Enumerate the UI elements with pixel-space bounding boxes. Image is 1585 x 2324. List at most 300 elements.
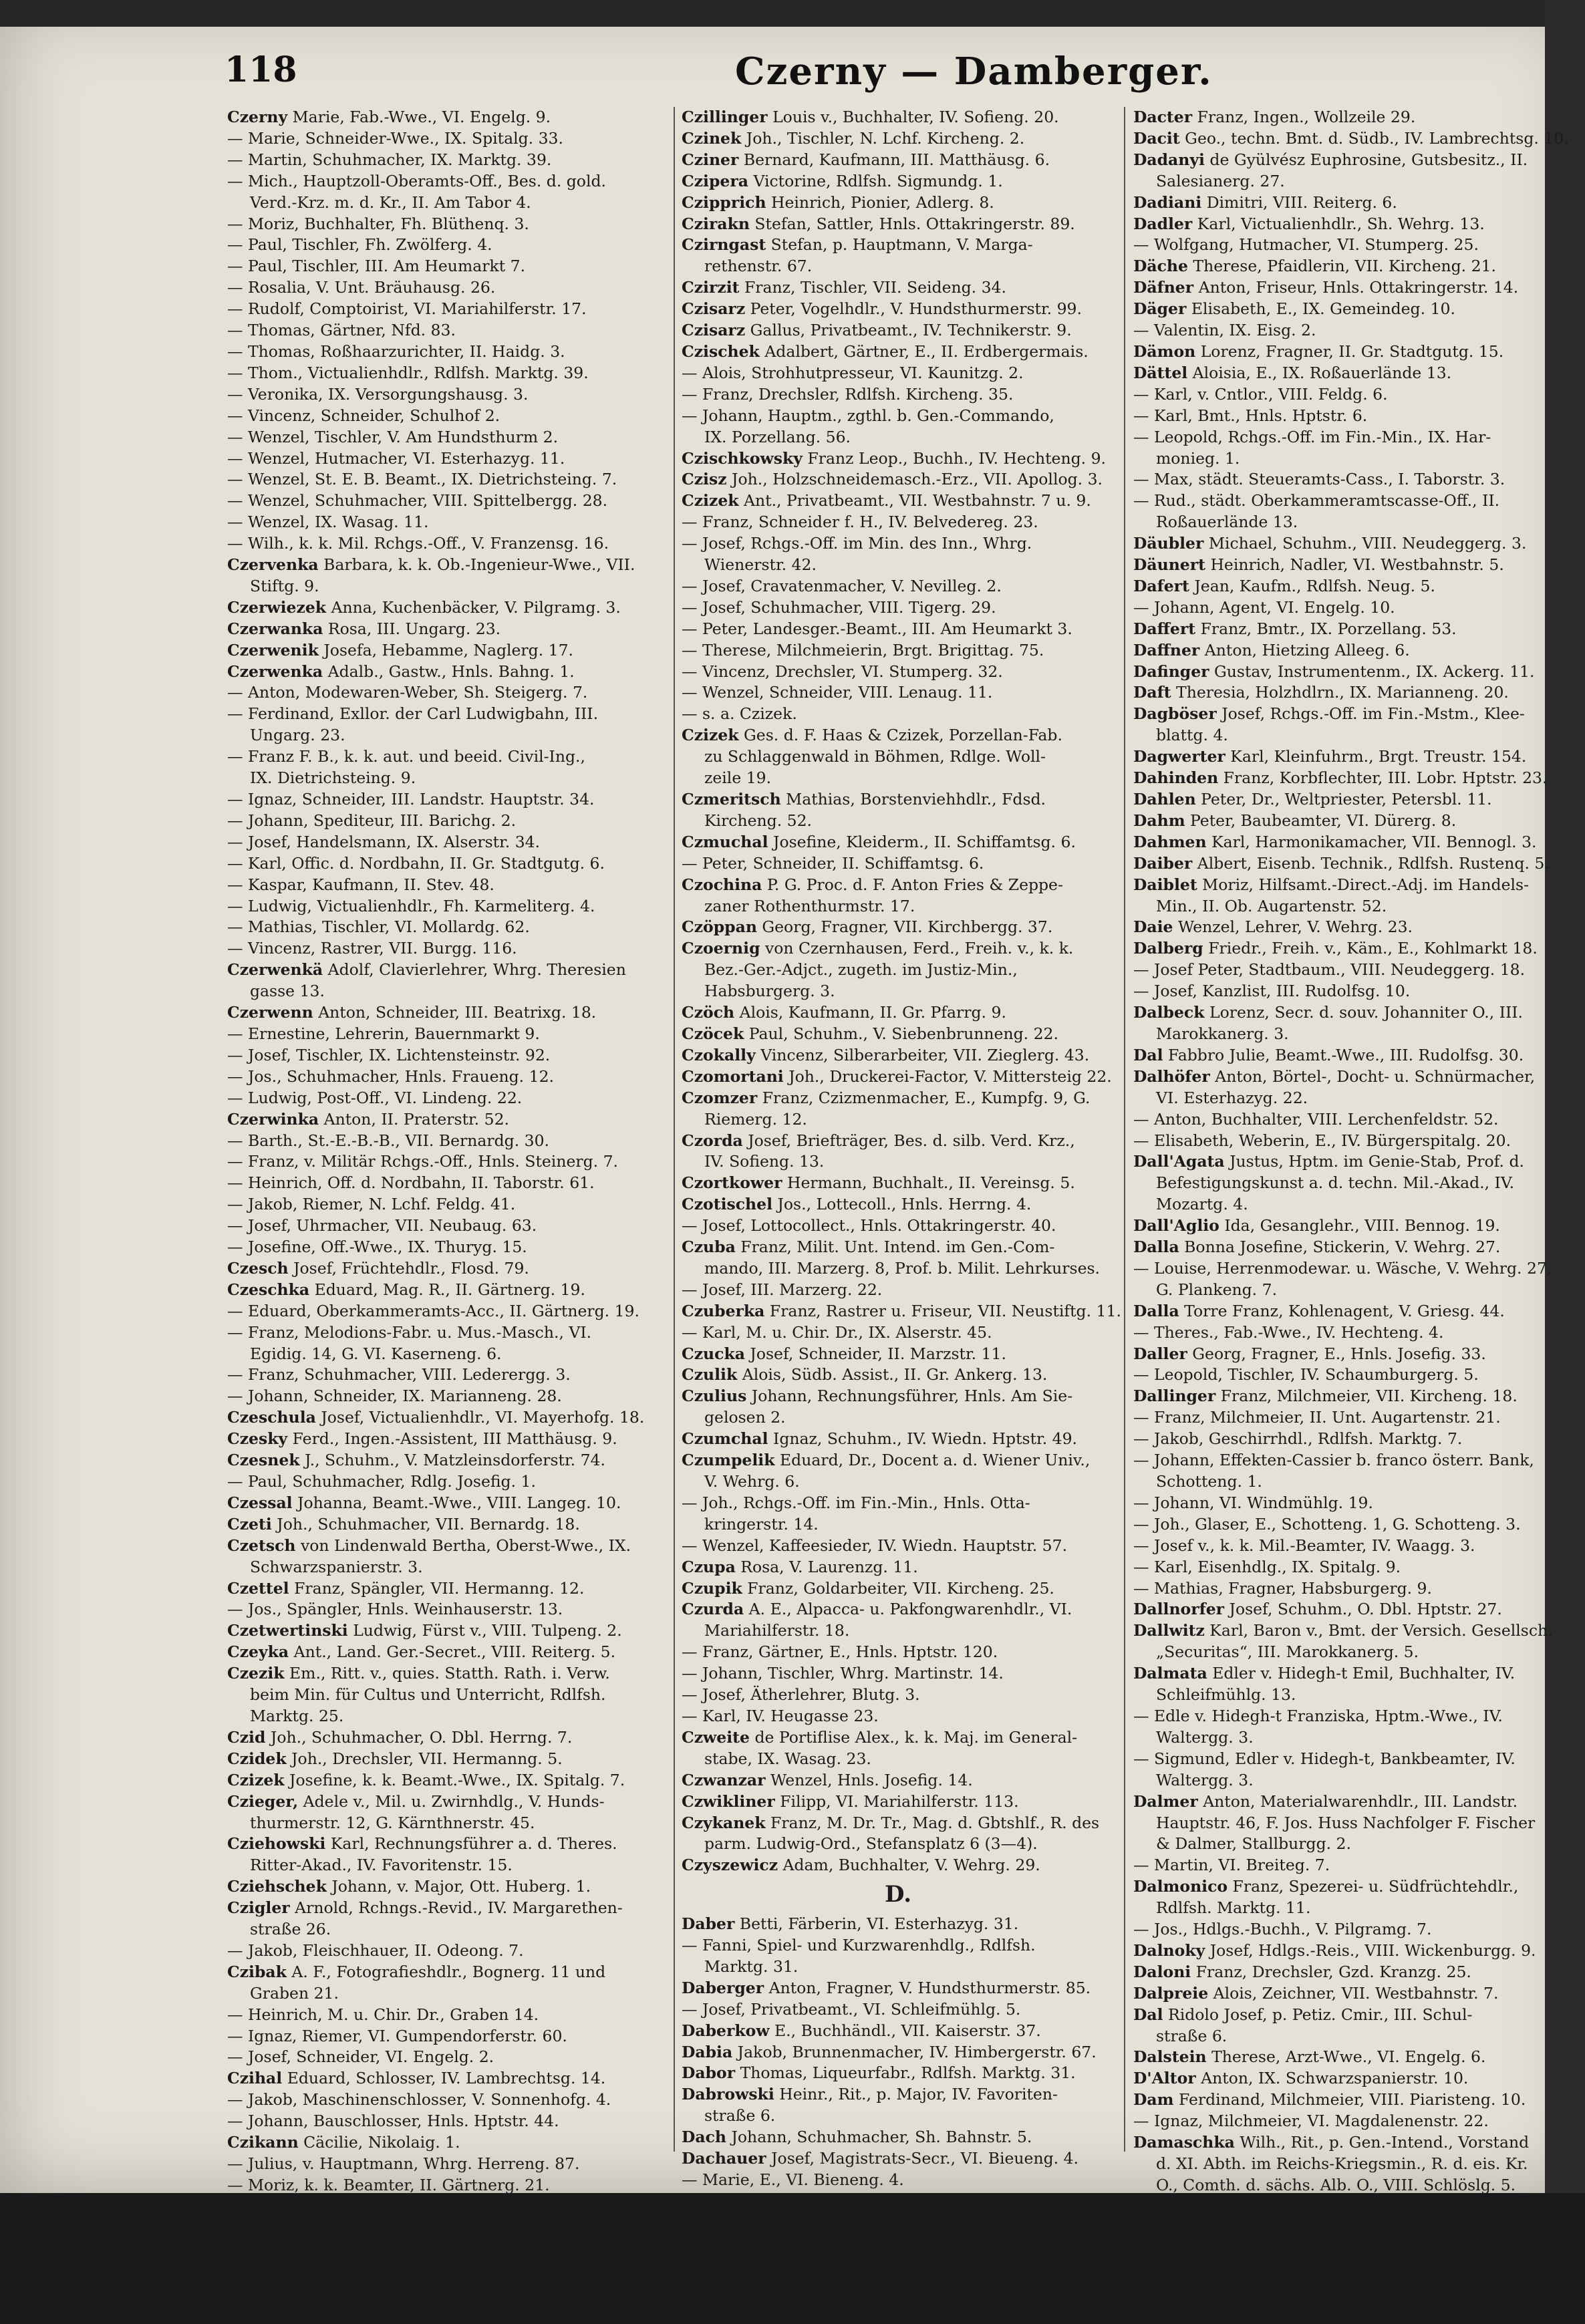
directory-entry: — Johann, Agent, VI. Engelg. 10. (1133, 597, 1395, 617)
directory-entry: Czischkowsky Franz Leop., Buchh., IV. Hechteng. 9. (682, 448, 1107, 468)
directory-entry: — Valentin, IX. Eisg. 2. (1133, 321, 1316, 340)
entry-continuation: des gold. Verd. Krz. m. d. Kr., Kärnthnerring 5. (704, 2277, 1078, 2296)
entry-surname: D'Altor (1133, 2069, 1196, 2088)
directory-entry: — Martin, VI. Breiteg. 7. (1133, 1856, 1330, 1875)
directory-entry: Dam Ferdinand, Milchmeier, VIII. Piaristeng. 10. (1133, 2090, 1526, 2110)
entry-continuation: blattg. 4. (1156, 726, 1228, 745)
entry-continuation: Schotteng. 1. (1156, 1472, 1262, 1491)
directory-entry: Czillich Frz., p. k. k. Cntlor., IV. Kettenbrückeng. 10. (227, 2303, 651, 2323)
entry-surname: Czesnek (227, 1451, 300, 1470)
entry-surname: Dadler (1133, 214, 1193, 233)
entry-surname: Czinek (682, 128, 742, 148)
directory-entry: Daie Wenzel, Lehrer, V. Wehrg. 23. (1133, 917, 1413, 937)
directory-entry: — Jos., Spängler, Hnls. Weinhauserstr. 13. (227, 1600, 563, 1619)
entry-continuation: Stiftg. 9. (250, 576, 319, 595)
entry-surname: Czerwinka (227, 1109, 319, 1129)
entry-continuation: Schwarzspanierstr. 3. (250, 1557, 423, 1576)
directory-entry: — Vincenz, Schneider, Schulhof 2. (227, 406, 500, 425)
directory-entry: — Wenzel, IX. Wasag. 11. (227, 513, 429, 532)
directory-entry: Daber Betti, Färberin, VI. Esterhazyg. 31. (682, 1914, 1019, 1934)
entry-surname: Dagwerter (1133, 747, 1226, 766)
entry-surname: Dättel (1133, 363, 1188, 382)
entry-surname: Czuba (682, 1238, 736, 1257)
entry-surname: Czibak (227, 1962, 287, 1981)
directory-entry: D'Altor Anton, IX. Schwarzspanierstr. 10. (1133, 2069, 1469, 2088)
entry-surname: Dacter (1133, 108, 1193, 126)
directory-entry: Daberger Anton, Fragner, V. Hundsthurmerstr. 85. (682, 1978, 1091, 1997)
entry-surname: Dalmata (1133, 1664, 1207, 1683)
entry-continuation: Habsburgerg. 3. (704, 982, 835, 1001)
directory-entry: — Thom., Victualienhdlr., Rdlfsh. Marktg. 39. (227, 363, 589, 382)
directory-entry: Czomortani Joh., Druckerei-Factor, V. Mittersteig 22. (682, 1066, 1112, 1086)
entry-continuation: gasse 14. (1156, 2239, 1231, 2259)
entry-surname: Dabrowski (682, 2085, 774, 2104)
directory-entry: Czizek Josefine, k. k. Beamt.-Wwe., IX. Spitalg. 7. (227, 1770, 625, 1789)
entry-surname: Dalmonico (1133, 1877, 1228, 1896)
entry-surname: Daller (1133, 1344, 1187, 1363)
directory-entry: Dachler Franziska, III. Apostelg. 25. (682, 2191, 977, 2210)
entry-continuation: Hauptstr. 46, F. Jos. Huss Nachfolger F. Fischer (1156, 1813, 1536, 1832)
directory-entry: — s. a. Czizek. (682, 704, 797, 724)
entry-continuation: gasse 13. (250, 982, 325, 1001)
entry-surname: Dafert (1133, 576, 1189, 595)
directory-entry: — Johann, Schneider, IX. Marianneng. 28. (227, 1387, 562, 1406)
directory-entry: Czöcek Paul, Schuhm., V. Siebenbrunneng. 22. (682, 1024, 1058, 1043)
directory-entry: — Ernestine, Lehrerin, Bauernmarkt 9. (227, 1024, 540, 1043)
entry-surname: Daffert (1133, 619, 1196, 638)
entry-surname: Dalnoky (1133, 1940, 1205, 1960)
entry-surname: Czirakn (682, 214, 750, 233)
directory-entry: Czizek Ant., Privatbeamt., VII. Westbahnstr. 7 u. 9. (682, 491, 1091, 511)
directory-entry: — Barth., St.-E.-B.-B., VII. Bernardg. 30. (227, 1131, 550, 1150)
entry-continuation: Rdlfsh. Marktg. 11. (1156, 1898, 1311, 1918)
directory-entry: Czisarz Peter, Vogelhdlr., V. Hundsthurmerstr. 99. (682, 299, 1082, 319)
directory-entry: Czerny Marie, Fab.-Wwe., VI. Engelg. 9. (227, 108, 551, 126)
directory-entry: Dafert Jean, Kaufm., Rdlfsh. Neug. 5. (1133, 576, 1435, 595)
directory-entry: — Franz, Gärtner, E., Hnls. Hptstr. 120. (682, 1642, 998, 1662)
entry-continuation: „Securitas“, III. Marokkanerg. 5. (1156, 1642, 1419, 1662)
directory-entry: Czykanek Franz, M. Dr. Tr., Mag. d. Gbtshlf., R. des (682, 1813, 1100, 1832)
directory-entry: — Alois, Strohhutpresseur, VI. Kaunitzg. 2. (682, 363, 1024, 382)
entry-surname: Czwanzar (682, 1770, 766, 1789)
directory-entry: Czihal Eduard, Schlosser, IV. Lambrechtsg. 14. (227, 2069, 606, 2088)
directory-entry: Dalla Torre Franz, Kohlenagent, V. Griesg. 44. (1133, 1301, 1505, 1320)
directory-entry: Dämon Lorenz, Fragner, II. Gr. Stadtgutg. 15. (1133, 341, 1504, 361)
directory-entry: — Moriz, k. k. Beamter, II. Gärtnerg. 21. (227, 2175, 550, 2194)
directory-entry: Daiber Albert, Eisenb. Technik., Rdlfsh. Rustenq. 5. (1133, 853, 1550, 873)
column-divider (1124, 107, 1125, 2152)
entry-surname: Dal (1133, 2005, 1163, 2024)
entry-surname: Czwikliner (682, 1791, 775, 1811)
directory-entry: Czirngast Stefan, p. Hauptmann, V. Marga- (682, 235, 1033, 255)
directory-entry: — Franz, Schuhmacher, VIII. Lederergg. 3. (227, 1365, 571, 1385)
entry-surname: Czomzer (682, 1088, 758, 1107)
column-2 (678, 107, 1121, 2296)
entry-surname: Czmuchal (682, 832, 768, 851)
directory-entry: Czulius Johann, Rechnungsführer, Hnls. Am Sie- (682, 1387, 1073, 1406)
directory-entry: — Martin, Schuhmacher, IX. Marktg. 39. (227, 150, 552, 169)
directory-entry: Czilchert Robert, Buchhalter, VII. Kaserneng. 14. (227, 2239, 627, 2259)
entry-surname: Daber (682, 1914, 735, 1934)
entry-continuation: Verd.-Krz. m. d. Kr., II. Am Tabor 4. (250, 192, 531, 212)
directory-entry: Dadanyi de Gyülvész Euphrosine, Gutsbesitz., II. (1133, 150, 1528, 169)
directory-entry: Damast Adolf, IX. Schlickg. 3. (1133, 2196, 1377, 2216)
directory-entry: Czorda Josef, Briefträger, Bes. d. silb. Verd. Krz., (682, 1131, 1075, 1150)
directory-entry: — Ignaz, Riemer, VI. Gumpendorferstr. 60. (227, 2026, 567, 2045)
directory-entry: Czisarz Gallus, Privatbeamt., IV. Technikerstr. 9. (682, 321, 1072, 340)
directory-entry: — Josef, Schuhmacher, VIII. Tigerg. 29. (682, 597, 996, 617)
entry-surname: Däunert (1133, 555, 1205, 575)
entry-surname: Czipera (682, 171, 748, 190)
directory-entry: — Josef, Privatbeamt., VI. Schleifmühlg. 5. (682, 1999, 1021, 2019)
directory-entry: — Paul, Tischler, III. Am Heumarkt 7. (227, 257, 526, 276)
directory-entry: Dalhöfer Anton, Börtel-, Docht- u. Schnürmacher, (1133, 1066, 1536, 1086)
entry-surname: Czochina (682, 875, 762, 894)
directory-entry: — Josef v., k. k. Mil.-Beamter, IV. Waagg. 3. (1133, 1536, 1475, 1555)
directory-entry: Dafinger Gustav, Instrumentenm., IX. Ackerg. 11. (1133, 662, 1535, 681)
directory-entry: Czizek Ges. d. F. Haas & Czizek, Porzellan-Fab. (682, 726, 1062, 745)
directory-entry: — Moriz, Buchhalter, Fh. Blüthenq. 3. (227, 214, 529, 233)
directory-entry: Däunert Heinrich, Nadler, VI. Westbahnstr. 5. (1133, 555, 1504, 575)
entry-surname: Czigler (227, 1898, 290, 1918)
directory-entry: — Anton, Modewaren-Weber, Sh. Steigerg. 7. (227, 683, 588, 702)
directory-entry: — Vincenz, Drechsler, VI. Stumperg. 32. (682, 662, 1003, 681)
directory-entry: — Wenzel, Hutmacher, VI. Esterhazyg. 11. (227, 448, 565, 468)
entry-continuation: thurmerstr. 12, G. Kärnthnerstr. 45. (250, 1813, 535, 1832)
directory-entry: Czid Joh., Schuhmacher, O. Dbl. Herrng. 7. (227, 1727, 573, 1747)
directory-entry: Dadler Karl, Victualienhdlr., Sh. Wehrg. 13. (1133, 214, 1485, 233)
directory-entry: — Josef, Tonkünstler, Prof. am Conservator., Bes. (682, 2255, 1071, 2275)
directory-entry: Dahlen Peter, Dr., Weltpriester, Petersbl. 11. (1133, 790, 1492, 809)
directory-entry: — Fanni, Spiel- und Kurzwarenhdlg., Rdlfsh. (682, 1936, 1036, 1955)
directory-entry: Daffner Anton, Hietzing Alleeg. 6. (1133, 640, 1410, 660)
directory-entry: — Thomas, Roßhaarzurichter, II. Haidg. 3. (227, 341, 565, 361)
directory-entry: Czweite de Portiflise Alex., k. k. Maj. im General- (682, 1727, 1078, 1747)
directory-entry: Czischek Adalbert, Gärtner, E., II. Erdbergermais. (682, 341, 1089, 361)
entry-continuation: Roßauerlände 13. (1156, 513, 1298, 532)
directory-entry: — Josef, Cravatenmacher, V. Nevilleg. 2. (682, 576, 1002, 595)
directory-entry: — Mich., Hauptzoll-Oberamts-Off., Bes. d. gold. (227, 171, 606, 190)
directory-entry: Dalberg Friedr., Freih. v., Käm., E., Kohlmarkt 18. (1133, 939, 1538, 958)
directory-entry: Czesch Josef, Früchtehdlr., Flosd. 79. (227, 1258, 529, 1278)
directory-entry: Daffert Franz, Bmtr., IX. Porzellang. 53. (1133, 619, 1457, 638)
directory-entry: — Johann, Effekten-Cassier b. franco österr. Bank, (1133, 1451, 1534, 1470)
entry-surname: Damast (1133, 2196, 1200, 2216)
entry-surname: Czerwiezek (227, 597, 327, 617)
directory-entry: Damaschka Wilh., Rit., p. Gen.-Intend., Vorstand (1133, 2133, 1530, 2152)
entry-surname: Dahm (1133, 811, 1185, 830)
entry-surname: Czirzit (682, 278, 740, 297)
entry-surname: Czortkower (682, 1173, 782, 1193)
directory-entry: Cziehschek Johann, v. Major, Ott. Huberg. 1. (227, 1877, 591, 1896)
running-title: Czerny — Damberger. (735, 49, 1213, 94)
directory-entry: Dalla Bonna Josefine, Stickerin, V. Wehrg. 27. (1133, 1238, 1501, 1257)
entry-surname: Czokally (682, 1045, 756, 1064)
directory-entry: — Wilh., k. k. Mil. Rchgs.-Off., V. Franzensg. 16. (227, 534, 609, 553)
directory-entry: — Franz, Melodions-Fabr. u. Mus.-Masch., VI. (227, 1322, 592, 1342)
entry-continuation: zeile 19. (704, 768, 772, 788)
directory-entry: Czuberka Franz, Rastrer u. Friseur, VII. Neustiftg. 11. (682, 1301, 1121, 1320)
directory-entry: Dallinger Franz, Milchmeier, VII. Kircheng. 18. (1133, 1387, 1518, 1406)
entry-surname: Dallnorfer (1133, 1600, 1225, 1619)
directory-entry: Dalbeck Lorenz, Secr. d. souv. Johanniter O., III. (1133, 1003, 1524, 1022)
entry-surname: Däger (1133, 299, 1187, 319)
entry-continuation: Waltergg. 3. (1156, 1770, 1254, 1789)
directory-entry: — Ignaz, Milchmeier, VI. Magdalenenstr. 22. (1133, 2112, 1489, 2131)
directory-entry: Czinek Joh., Tischler, N. Lchf. Kircheng. 2. (682, 128, 1025, 148)
entry-surname: Czmeritsch (682, 790, 781, 809)
directory-entry: — Josef, Rchgs.-Off. im Min. des Inn., Whrg. (682, 534, 1032, 553)
entry-surname: Dalmer (1133, 1791, 1198, 1811)
entry-surname: Czid (227, 1727, 266, 1747)
directory-entry: — Josef, V. Franzensg. 9. (1133, 2261, 1330, 2280)
directory-entry: Czieger, Adele v., Mil. u. Zwirnhdlg., V. Hunds- (227, 1791, 605, 1811)
directory-entry: — Karl, Eisenhdlg., IX. Spitalg. 9. (1133, 1557, 1401, 1576)
directory-entry: Czöppan Georg, Fragner, VII. Kirchbergg. 37. (682, 917, 1053, 937)
entry-continuation: Waltergg. 3. (1156, 1727, 1254, 1747)
directory-entry: Czucka Josef, Schneider, II. Marzstr. 11. (682, 1344, 1006, 1363)
entry-surname: Czupa (682, 1557, 736, 1576)
entry-surname: Cziehowski (227, 1834, 326, 1854)
directory-entry: Dacter Franz, Ingen., Wollzeile 29. (1133, 108, 1416, 126)
entry-surname: Czweite (682, 1727, 750, 1747)
entry-surname: Czerwanka (227, 619, 323, 638)
directory-entry: — Wolfgang, Hutmacher, VI. Stumperg. 25. (1133, 235, 1479, 255)
directory-entry: Dall'Agata Justus, Hptm. im Genie-Stab, Prof. d. (1133, 1152, 1524, 1171)
entry-surname: Czipprich (682, 192, 766, 212)
entry-surname: Czerwenkä (227, 960, 323, 980)
entry-surname: Dämon (1133, 341, 1196, 361)
directory-entry: Daft Theresia, Holzhdlrn., IX. Marianneng. 20. (1133, 683, 1509, 702)
entry-continuation: Befestigungskunst a. d. techn. Mil.-Akad., IV. (1156, 1173, 1515, 1193)
directory-entry: Dahinden Franz, Korbflechter, III. Lobr. Hptstr. 23. (1133, 768, 1548, 788)
directory-entry: — Johann, Hauptm., zgthl. b. Gen.-Commando, (682, 406, 1054, 425)
entry-continuation: V. Wehrg. 6. (704, 1472, 800, 1491)
entry-surname: Czillich (227, 2303, 294, 2323)
directory-entry: Dachauer Josef, Magistrats-Secr., VI. Bieueng. 4. (682, 2149, 1078, 2168)
entry-surname: Däche (1133, 257, 1188, 276)
directory-entry: — Johann, Tischler, Whrg. Martinstr. 14. (682, 1664, 1004, 1683)
directory-entry: Czetsch von Lindenwald Bertha, Oberst-Wwe., IX. (227, 1536, 631, 1555)
entry-continuation: Salesianerg. 27. (1156, 171, 1285, 190)
directory-entry: Dalmonico Franz, Spezerei- u. Südfrüchtehdlr., (1133, 1877, 1519, 1896)
directory-entry: — Josef, III. Marzerg. 22. (682, 1280, 883, 1299)
entry-surname: Dach (682, 2128, 727, 2147)
directory-entry: Dachs Anna, Carton-Arb., IX. Harmonieg. 2. (682, 2234, 1037, 2253)
entry-surname: Dalhöfer (1133, 1066, 1210, 1086)
entry-surname: Czöppan (682, 917, 757, 937)
directory-entry: Dadiani Dimitri, VIII. Reiterg. 6. (1133, 192, 1397, 212)
directory-entry: Dallwitz Karl, Baron v., Bmt. der Versich. Gesellsch. (1133, 1621, 1553, 1640)
directory-entry: — Karl, M. u. Chir. Dr., IX. Alserstr. 45. (682, 1322, 992, 1342)
entry-continuation: Egidig. 14, G. VI. Kaserneng. 6. (250, 1344, 502, 1363)
entry-surname: Czöch (682, 1003, 735, 1022)
entry-surname: Daffner (1133, 640, 1200, 660)
entry-surname: Dalla (1133, 1301, 1179, 1320)
entry-surname: Dalpreie (1133, 1983, 1209, 2003)
directory-entry: Cziner Bernard, Kaufmann, III. Matthäusg. 6. (682, 150, 1050, 169)
entry-continuation: parm. Ludwig-Ord., Stefansplatz 6 (3—4). (704, 1834, 1038, 1854)
directory-entry: — Joh., Glaser, E., Schotteng. 1, G. Schotteng. 3. (1133, 1514, 1521, 1534)
directory-entry: Dacit Geo., techn. Bmt. d. Südb., IV. Lambrechtsg. 10. (1133, 128, 1569, 148)
directory-entry: — Jos., Schuhmacher, Hnls. Fraueng. 12. (227, 1066, 554, 1086)
column-3 (1129, 107, 1569, 2323)
directory-entry: Däger Elisabeth, E., IX. Gemeindeg. 10. (1133, 299, 1455, 319)
entry-surname: Czorda (682, 1131, 743, 1150)
directory-entry: Czerwenka Adalb., Gastw., Hnls. Bahng. 1. (227, 662, 575, 681)
entry-surname: Daberger (682, 1978, 764, 1997)
entry-surname: Dacit (1133, 128, 1180, 148)
directory-entry: Czeschula Josef, Victualienhdlr., VI. Mayerhofg. 18. (227, 1408, 645, 1427)
directory-entry: Daller Georg, Fragner, E., Hnls. Josefig. 33. (1133, 1344, 1486, 1363)
directory-entry: — Jakob, Riemer, N. Lchf. Feldg. 41. (227, 1195, 516, 1214)
entry-surname: Dam (1133, 2090, 1174, 2110)
directory-entry: Dal Ridolo Josef, p. Petiz. Cmir., III. Schul- (1133, 2005, 1473, 2024)
entry-surname: Czulius (682, 1387, 747, 1406)
directory-entry: Czisz Joh., Holzschneidemasch.-Erz., VII. Apollog. 3. (682, 470, 1103, 489)
entry-surname: Dahmen (1133, 832, 1207, 851)
directory-entry: — Jakob, Fleischhauer, II. Odeong. 7. (227, 1940, 524, 1960)
directory-entry: — Anton, Buchhalter, VIII. Lerchenfeldstr. 52. (1133, 1109, 1499, 1129)
entry-surname: Czizek (682, 726, 739, 745)
directory-entry: — Julius, v. Hauptmann, Whrg. Herreng. 87. (227, 2154, 580, 2173)
entry-continuation: Kircheng. 52. (704, 811, 813, 830)
directory-entry: Dabor Thomas, Liqueurfabr., Rdlfsh. Marktg. 31. (682, 2063, 1076, 2083)
directory-entry: — Marie, Schneider-Wwe., IX. Spitalg. 33. (227, 128, 563, 148)
directory-entry: Czesnek J., Schuhm., V. Matzleinsdorferstr. 74. (227, 1451, 605, 1470)
directory-entry: Czortkower Hermann, Buchhalt., II. Vereinsg. 5. (682, 1173, 1075, 1193)
directory-entry: — Sigmund, Edler v. Hidegh-t, Bankbeamter, IV. (1133, 1749, 1516, 1768)
directory-entry: Czmeritsch Mathias, Borstenviehhdlr., Fdsd. (682, 790, 1046, 809)
entry-surname: Dallwitz (1133, 1621, 1205, 1640)
entry-surname: Däfner (1133, 278, 1194, 297)
entry-surname: Damaschka (1133, 2133, 1235, 2152)
directory-entry: Czigler Arnold, Rchngs.-Revid., IV. Margarethen- (227, 1898, 623, 1918)
directory-entry: — Jos., Hdlgs.-Buchh., V. Pilgramg. 7. (1133, 1920, 1432, 1939)
directory-entry: — Heinrich, M. u. Chir. Dr., Graben 14. (227, 2005, 539, 2024)
directory-entry: Czerwenn Anton, Schneider, III. Beatrixg. 18. (227, 1003, 597, 1022)
entry-continuation: Mariahilferstr. 18. (704, 1621, 850, 1640)
directory-entry: — Eduard, Oberkammeramts-Acc., II. Gärtnerg. 19. (227, 1301, 639, 1320)
entry-surname: Dahlen (1133, 790, 1196, 809)
directory-entry: — Franz F. B., k. k. aut. und beeid. Civil-Ing., (227, 747, 585, 766)
directory-entry: — Max, städt. Steueramts-Cass., I. Taborstr. 3. (1133, 470, 1505, 489)
directory-entry: Dahmen Karl, Harmonikamacher, VII. Bennogl. 3. (1133, 832, 1537, 851)
entry-continuation: monieg. 1. (1156, 448, 1240, 468)
directory-entry: — Mathias, Fragner, Habsburgerg. 9. (1133, 1578, 1432, 1598)
directory-entry: — Ludwig, Post-Off., VI. Lindeng. 22. (227, 1088, 523, 1107)
directory-entry: Daloni Franz, Drechsler, Gzd. Kranzg. 25. (1133, 1962, 1471, 1981)
entry-surname: Czisarz (682, 299, 746, 319)
directory-entry: — Jakob, Maschinenschlosser, V. Sonnenhofg. 4. (227, 2090, 611, 2110)
entry-surname: Czetsch (227, 1536, 296, 1555)
directory-entry: Damberger, Georg, Gürtler, VII. Kaiserstr. 41. (1133, 2303, 1507, 2323)
directory-entry: Czuba Franz, Milit. Unt. Intend. im Gen.-Com- (682, 1238, 1055, 1257)
entry-surname: Czeyka (227, 1642, 289, 1662)
directory-entry: — Karl, Bmt., Hnls. Hptstr. 6. (1133, 406, 1368, 425)
directory-entry: Czirakn Stefan, Sattler, Hnls. Ottakringerstr. 89. (682, 214, 1075, 233)
directory-entry: Czwanzar Wenzel, Hnls. Josefig. 14. (682, 1770, 973, 1789)
directory-entry: — Jakob, Geschirrhdl., Rdlfsh. Marktg. 7. (1133, 1429, 1463, 1449)
entry-surname: Dalstein (1133, 2047, 1207, 2067)
directory-entry: — Josef, Ätherlehrer, Blutg. 3. (682, 1685, 920, 1705)
entry-surname: Czischek (682, 341, 760, 361)
directory-entry: Czillinger Louis v., Buchhalter, IV. Sofieng. 20. (682, 108, 1059, 126)
directory-entry: Dalmata Edler v. Hidegh-t Emil, Buchhalter, IV. (1133, 1664, 1516, 1683)
directory-entry: — Leopold, Tischler, IV. Schaumburgerg. 5. (1133, 1365, 1479, 1385)
directory-entry: Dallnorfer Josef, Schuhm., O. Dbl. Hptstr. 27. (1133, 1600, 1502, 1619)
directory-entry: Czibak A. F., Fotografieshdlr., Bognerg. 11 und (227, 1962, 606, 1981)
directory-entry: — Wenzel, Schneider, VIII. Lenaug. 11. (682, 683, 993, 702)
directory-entry: — Franz, Schneider f. H., IV. Belvedereg. 23. (682, 513, 1038, 532)
entry-surname: Czulik (682, 1365, 738, 1385)
directory-entry: Czokally Vincenz, Silberarbeiter, VII. Zieglerg. 43. (682, 1045, 1090, 1064)
directory-entry: Czurda A. E., Alpacca- u. Pakfongwarenhdlr., VI. (682, 1600, 1072, 1619)
directory-entry: Czeyka Ant., Land. Ger.-Secret., VIII. Reiterg. 5. (227, 1642, 616, 1662)
directory-entry: Dagböser Josef, Rchgs.-Off. im Fin.-Mstm., Klee- (1133, 704, 1525, 724)
directory-entry: — Georg, IV. Rainerg. 6. (682, 2212, 875, 2232)
entry-continuation: zaner Rothenthurmstr. 17. (704, 896, 915, 915)
directory-entry: — Thomas, Gärtner, Nfd. 83. (227, 321, 456, 340)
directory-entry: — Wenzel, Tischler, V. Am Hundsthurm 2. (227, 427, 559, 446)
page-number: 118 (225, 49, 297, 90)
entry-surname: Czeschka (227, 1280, 310, 1299)
entry-continuation: straße 6. (1156, 2026, 1228, 2045)
entry-surname: Czupik (682, 1578, 742, 1598)
directory-entry: Dambauer Jakob, II. Ob. Donaustr. 95. (1133, 2282, 1447, 2301)
directory-entry: — Rud., städt. Oberkammeramtscasse-Off., II. (1133, 491, 1500, 511)
entry-continuation: kringerstr. 14. (704, 1514, 819, 1534)
directory-entry: — Theodor, k. k. Rchgs.-Off., II. Marzerg. 11. (227, 2196, 585, 2216)
entry-surname: Czesky (227, 1429, 288, 1449)
entry-surname: Czyszewicz (682, 1856, 778, 1875)
entry-continuation: Min., II. Ob. Augartenstr. 52. (1156, 896, 1387, 915)
directory-entry: Dabia Jakob, Brunnenmacher, IV. Himbergerstr. 67. (682, 2042, 1097, 2061)
entry-continuation: rethenstr. 67. (704, 257, 813, 276)
directory-entry: Dättel Aloisia, E., IX. Roßauerlände 13. (1133, 363, 1452, 382)
directory-entry: — Wenzel, Kaffeesieder, IV. Wiedn. Hauptstr. 57. (682, 1536, 1068, 1555)
entry-surname: Cziehschek (227, 1877, 327, 1896)
entry-surname: Dahinden (1133, 768, 1219, 788)
entry-surname: Czeti (227, 1514, 272, 1534)
directory-entry: Dalstein Therese, Arzt-Wwe., VI. Engelg. 6. (1133, 2047, 1486, 2067)
entry-continuation: stabe, IX. Wasag. 23. (704, 1749, 871, 1768)
entry-surname: Daiber (1133, 853, 1193, 873)
entry-surname: Dafinger (1133, 662, 1209, 681)
directory-entry: Czumpelik Eduard, Dr., Docent a. d. Wiener Univ., (682, 1451, 1091, 1470)
directory-entry: — Karl, v. Cntlor., VIII. Feldg. 6. (1133, 384, 1388, 404)
directory-entry: Czezik Em., Ritt. v., quies. Statth. Rath. i. Verw. (227, 1664, 610, 1683)
directory-entry: — Josef, Schneider, VI. Engelg. 2. (227, 2047, 494, 2067)
directory-entry: — Elisabeth, Weberin, E., IV. Bürgerspitalg. 20. (1133, 1131, 1511, 1150)
entry-continuation: G. Plankeng. 7. (1156, 1280, 1278, 1299)
directory-entry: Czyszewicz Adam, Buchhalter, V. Wehrg. 29. (682, 1856, 1040, 1875)
directory-entry: Czerwiezek Anna, Kuchenbäcker, V. Pilgramg. 3. (227, 597, 621, 617)
directory-entry: Czupa Rosa, V. Laurenzg. 11. (682, 1557, 918, 1576)
entry-continuation: VI. Esterhazyg. 22. (1156, 1088, 1308, 1107)
entry-surname: Czerwenn (227, 1003, 313, 1022)
directory-entry: Dagwerter Karl, Kleinfuhrm., Brgt. Treustr. 154. (1133, 747, 1527, 766)
directory-entry: — Kaspar, Kaufmann, II. Stev. 48. (227, 875, 494, 894)
entry-continuation: straße 26. (250, 1920, 331, 1939)
directory-entry: Czerwanka Rosa, III. Ungarg. 23. (227, 619, 501, 638)
entry-surname: Daie (1133, 917, 1173, 937)
directory-entry: — Franz, Milchmeier, II. Unt. Augartenstr. 21. (1133, 1408, 1501, 1427)
directory-entry: Czessal Johanna, Beamt.-Wwe., VIII. Langeg. 10. (227, 1493, 621, 1512)
entry-surname: Dal (1133, 1045, 1163, 1064)
entry-surname: Czihal (227, 2069, 283, 2088)
entry-continuation: Ungarg. 23. (250, 726, 345, 745)
